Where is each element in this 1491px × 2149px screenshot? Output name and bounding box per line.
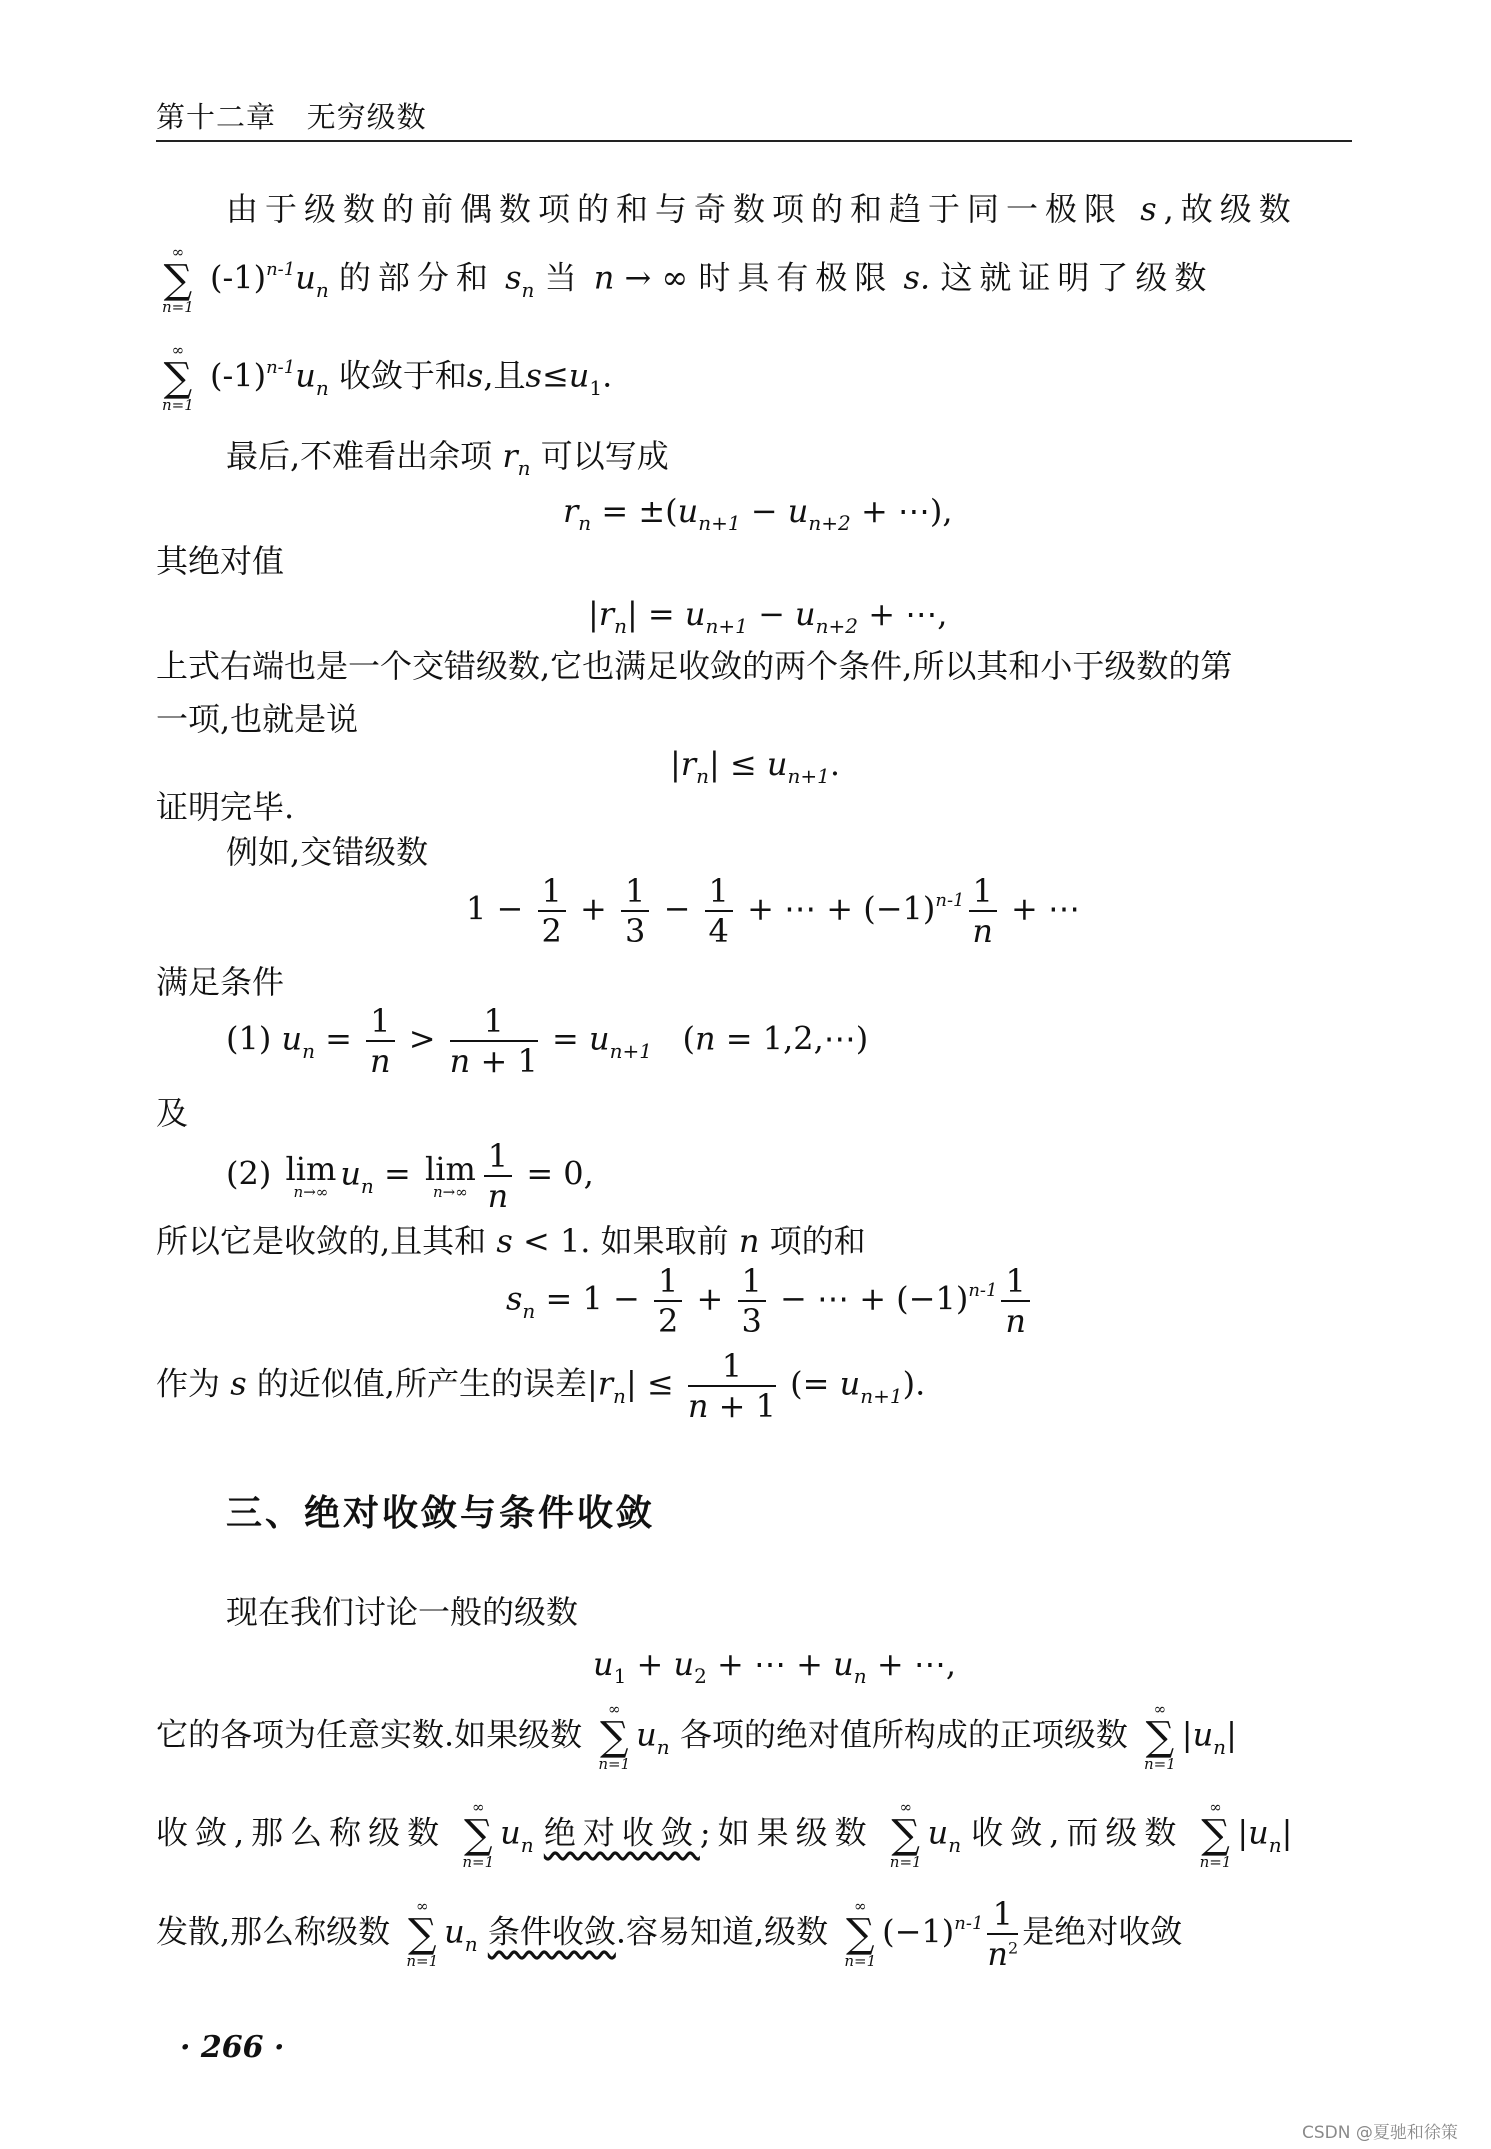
term-absolute-convergence: 绝对收敛 (543, 1813, 700, 1852)
paragraph-line-26: 发散,那么称级数 ∞ ∑ n=1 $u_n$ 条件收敛.容易知道,级数 ∞ ∑ n=1 $(-1)^{n-1}$ $\frac{1}{n^2}$ 是绝对收敛 (156, 1895, 1183, 1973)
chapter-title: 无穷级数 (306, 100, 427, 134)
condition-2: (2) lim n→∞ $u_n$ = lim n→∞ $\frac{1}{n}$ = 0, (226, 1137, 594, 1215)
paragraph-line-14: 满足条件 (156, 963, 285, 1001)
sum-symbol: ∞ ∑ n=1 (162, 341, 194, 414)
sum-symbol: ∞ ∑ n=1 (598, 1700, 631, 1773)
paragraph-line-12: 例如,交错级数 (226, 833, 429, 871)
sum-symbol: ∞ ∑ n=1 (844, 1897, 877, 1970)
sum-symbol: ∞ ∑ n=1 (1199, 1798, 1232, 1871)
sum-symbol: ∞ ∑ n=1 (162, 243, 194, 316)
watermark: CSDN @夏驰和徐策 (1302, 2123, 1458, 2143)
paragraph-line-16: 及 (156, 1094, 189, 1132)
chapter-number: 第十二章 (156, 100, 277, 134)
paragraph-line-8: 上式右端也是一个交错级数,它也满足收敛的两个条件,所以其和小于级数的第 (156, 647, 1233, 685)
paragraph-line-4: 最后,不难看出余项 $r_n$ 可以写成 (226, 437, 669, 480)
sum-symbol: ∞ ∑ n=1 (406, 1897, 439, 1970)
formula-partial-sum: $s_n = 1$ − $\frac{1}{2}$ + $\frac{1}{3}$ − ⋯ + $(-1)^{n-1}$ $\frac{1}{n}$ (506, 1265, 1034, 1337)
section-heading: 三、绝对收敛与条件收敛 (226, 1493, 656, 1534)
running-header (156, 95, 427, 136)
formula-bound: $|r_n| \le u_{n+1}$. (670, 745, 841, 788)
paragraph-line-9: 一项,也就是说 (156, 700, 359, 738)
paragraph-line-24: 它的各项为任意实数.如果级数 ∞ ∑ n=1 $u_n$ 各项的绝对值所构成的正项级数 ∞ ∑ n=1 $|u_n|$ (156, 1700, 1237, 1773)
paragraph-line-6: 其绝对值 (156, 542, 285, 580)
formula-general-series: $u_1 + u_2$ + ⋯ + $u_n$ + ⋯, (593, 1645, 956, 1688)
formula-remainder: $r_n = \pm(u_{n+1} - u_{n+2}$ + ⋯), (563, 492, 953, 535)
sum-symbol: ∞ ∑ n=1 (889, 1798, 922, 1871)
page-number: · 266 · (180, 2030, 285, 2065)
condition-1: (1) $u_n$ = $\frac{1}{n}$ > $\frac{1}{n + 1}$ = $u_{n+1}$ (n = 1,2,⋯) (226, 1002, 869, 1080)
header-rule (156, 140, 1352, 142)
paragraph-line-18: 所以它是收敛的,且其和 s < 1. 如果取前 n 项的和 (156, 1222, 866, 1260)
paragraph-line-2: ∞ ∑ n=1 $(-1)^{n-1}u_n$ 的部分和 $s_n$ 当 n → ∞ 时具有极限 s. 这就证明了级数 (162, 243, 1214, 316)
formula-alternating-series: 1 − $\frac{1}{2}$ + $\frac{1}{3}$ − $\frac{1}{4}$ + ⋯ + $(-1)^{n-1}$ $\frac{1}{n}$ + ⋯ (466, 872, 1081, 950)
paragraph-line-22: 现在我们讨论一般的级数 (226, 1593, 579, 1631)
term-conditional-convergence: 条件收敛 (487, 1912, 616, 1951)
formula-abs-remainder: $|r_n| = u_{n+1} - u_{n+2}$ + ⋯, (588, 595, 948, 638)
paragraph-line-1: 由于级数的前偶数项的和与奇数项的和趋于同一极限 s,故级数 (226, 190, 1298, 228)
sum-symbol: ∞ ∑ n=1 (462, 1798, 495, 1871)
paragraph-line-25: 收敛,那么称级数 ∞ ∑ n=1 $u_n$ 绝对收敛;如果级数 ∞ ∑ n=1 $u_n$ 收敛,而级数 ∞ ∑ n=1 $|u_n|$ (156, 1798, 1293, 1871)
paragraph-line-3: ∞ ∑ n=1 $(-1)^{n-1}u_n$ 收敛于和s,且$s\le u_1$. (162, 341, 613, 414)
paragraph-line-20: 作为 s 的近似值,所产生的误差$|r_n|$ ≤ $\frac{1}{n + 1}$ (= $u_{n+1}$). (156, 1347, 926, 1425)
paragraph-line-11: 证明完毕. (156, 788, 295, 826)
sum-symbol: ∞ ∑ n=1 (1144, 1700, 1176, 1773)
